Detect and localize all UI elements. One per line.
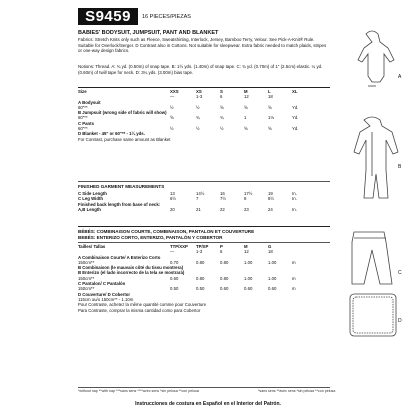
- measurement-label: C Leg Width: [78, 196, 104, 202]
- yardage-value: ¾: [220, 115, 224, 121]
- yardage-value: ⅝: [268, 104, 272, 110]
- row-label: A Bodysuit: [78, 99, 101, 105]
- measurement-value: 20: [170, 206, 175, 212]
- measurement-value: 16: [220, 191, 225, 196]
- metric-value: 1.00: [244, 259, 253, 265]
- row-label: 115cm ou/o 150cm** - 1.10m: [78, 296, 134, 302]
- row-label: 60"**: [78, 115, 88, 121]
- notions-text: Notions: Thread. A: ¾ yd. (0.50m) of snap tape. B: 1½ yds. (1.40m) of snap tape. C: ¾ yd. (0.70m) of 1" (2.5cm) elastic. ¼ yd. (0.60m) of twill tape for neck. D: 3¼ yds. (3.00m) bias tape.: [78, 64, 323, 75]
- measurement-value: 6½: [170, 196, 176, 202]
- yardage-value: 1⅛: [268, 115, 274, 121]
- size-column-header: P: [220, 244, 223, 249]
- metric-value: m: [292, 259, 296, 265]
- size-label: Tailles/ Tallas: [78, 244, 106, 249]
- illustration-label-b: B: [398, 164, 402, 170]
- metric-value: m: [292, 286, 296, 292]
- metric-value: 1.00: [268, 259, 277, 265]
- rule: [78, 387, 330, 388]
- yardage-value: ½: [170, 104, 174, 110]
- footnote-left: *without nap **with nap ***sans sens ****avec sens *sin pelusa **con pelusa: [78, 389, 199, 393]
- measurement-value: In.: [292, 206, 297, 212]
- yardage-value: 1: [244, 115, 247, 121]
- row-label: C Pantalon/ C Pantalón: [78, 281, 126, 287]
- metric-value: 1.00: [244, 275, 253, 281]
- row-label: D Couverture/ D Cobertor: [78, 291, 131, 297]
- size-column-header: XL: [292, 89, 298, 94]
- size-column-header: TTP/XXP: [170, 244, 188, 249]
- footnote-right: *sans sens **avec sens *sin pelusa **con pelusa: [258, 389, 336, 393]
- yardage-value: ½: [220, 126, 224, 132]
- size-column-header: XXS: [170, 89, 179, 94]
- measurements-table: [78, 191, 330, 212]
- size-column-header: M: [244, 89, 248, 94]
- pieces-count: 16 PIECES/PIEZAS: [142, 14, 191, 20]
- illustration-label-d: D: [398, 318, 402, 324]
- bodysuit-illustration: [358, 31, 394, 86]
- measurement-value: 7½: [220, 196, 226, 202]
- yardage-value: ½: [196, 126, 200, 132]
- illustration-label-a: A: [398, 74, 402, 80]
- measurement-value: 21: [196, 206, 201, 212]
- spanish-title: BEBÉS: ENTERIZO CORTO, ENTERIZO, PANTALÓN Y COBERTOR: [78, 235, 223, 240]
- yardage-value: ⅝: [268, 126, 272, 132]
- measurement-label: A,B Length: [78, 206, 101, 212]
- spanish-size-table: [78, 244, 330, 313]
- rule: [78, 226, 330, 227]
- measurement-label: C Side Length: [78, 191, 107, 196]
- jumpsuit-illustration: [354, 117, 398, 198]
- fabrics-text: Fabrics: Stretch Knits only such as Fleece, Sweatshirting, Interlock, Jersey, Bamboo Terry, Velour. See Pick-A-Knit® Rule. Suitable for Overlock/Serger. D Contrast also in Cottons. Not suitable for sleepwear. Extra fabric needed to match plaids, stripes or one-way design fabrics.: [78, 37, 327, 54]
- blanket-illustration: [350, 294, 396, 336]
- metric-value: 0.70: [170, 259, 179, 265]
- size-table: [78, 89, 330, 142]
- yardage-value: ½: [196, 104, 200, 110]
- size-range: 6: [220, 249, 223, 255]
- yardage-value: ½: [170, 126, 174, 132]
- measurement-label: Finished back length from base of neck:: [78, 201, 161, 207]
- size-range: 12: [244, 249, 249, 255]
- row-label: 150cm**: [78, 275, 95, 281]
- rule: [78, 181, 330, 182]
- size-column-header: G: [268, 244, 272, 249]
- size-table-row: [78, 308, 330, 313]
- metric-value: 0.60: [220, 286, 229, 292]
- french-title: BÉBÉS: COMBINAISON COURTE, COMBINAISON, PANTALON ET COUVERTURE: [78, 229, 255, 234]
- metric-value: 0.80: [220, 275, 229, 281]
- spanish-instructions-note: Instrucciones de costura en Español en el Interior del Patrón.: [135, 401, 281, 407]
- size-range: —: [170, 249, 175, 255]
- illustration-label-c: C: [398, 270, 402, 276]
- row-label: B Enterizo (el lado incorrecto de la tela se mostrará): [78, 270, 185, 276]
- measurement-value: In.: [292, 196, 297, 202]
- metric-value: 1.00: [268, 275, 277, 281]
- yardage-value: ⅝: [220, 104, 224, 110]
- measurement-value: 19: [268, 191, 273, 196]
- size-column-header: XS: [196, 89, 202, 94]
- measurement-value: 24: [268, 206, 273, 212]
- yardage-value: ⅝: [170, 115, 174, 121]
- row-label: 60"**: [78, 104, 88, 110]
- metric-value: 0.50: [170, 286, 179, 292]
- row-label: 60"**: [78, 126, 88, 132]
- size-column-header: TP/XP: [196, 244, 209, 249]
- size-range: —: [170, 94, 175, 100]
- row-label: Para Contraste, comprar la misma cantidad como para Cobertor: [78, 307, 201, 313]
- metric-value: 0.80: [220, 259, 229, 265]
- size-range: 12: [244, 94, 249, 100]
- metric-value: 0.60: [268, 286, 277, 292]
- row-label: 150cm**: [78, 286, 95, 292]
- size-range: 18: [268, 94, 273, 100]
- metric-value: 0.80: [196, 275, 205, 281]
- row-label: C Pants: [78, 120, 94, 126]
- size-column-header: L: [268, 89, 271, 94]
- size-column-header: M: [244, 244, 248, 249]
- measurement-value: 23: [244, 206, 249, 212]
- metric-value: 0.50: [196, 286, 205, 292]
- measurement-value: 14½: [196, 191, 205, 196]
- size-range: 6: [220, 94, 223, 100]
- measurement-value: 8: [244, 196, 247, 202]
- size-table-row: [78, 137, 330, 142]
- metric-value: 0.80: [196, 259, 205, 265]
- yardage-value: Yd.: [292, 126, 299, 132]
- yardage-value: Yd.: [292, 115, 299, 121]
- measurement-row: [78, 207, 330, 212]
- measurement-value: In.: [292, 191, 297, 196]
- measurement-value: 22: [220, 206, 225, 212]
- rule: [78, 242, 330, 243]
- pattern-title: BABIES' BODYSUIT, JUMPSUIT, PANT AND BLANKET: [78, 30, 219, 36]
- row-label: Pour Contraste, achetez la même quantité comme pour Couverture: [78, 302, 207, 308]
- pattern-number: S9459: [78, 8, 138, 25]
- measurements-heading: FINISHED GARMENT MEASUREMENTS: [78, 184, 165, 189]
- row-label: B Jumpsuit (wrong side of fabric will show): [78, 110, 167, 116]
- size-range: 18: [268, 249, 273, 255]
- row-label: D Blanket - 45" or 60"** - 1¼ yds.: [78, 131, 145, 137]
- metric-value: 0.60: [170, 275, 179, 281]
- size-range: 1-3: [196, 94, 203, 100]
- size-column-header: S: [220, 89, 223, 94]
- yardage-value: ¾: [196, 115, 200, 121]
- measurement-value: 8½: [268, 196, 274, 202]
- row-label: 150cm**: [78, 259, 95, 265]
- size-label: Size: [78, 89, 87, 94]
- yardage-value: ⅝: [244, 104, 248, 110]
- rule: [78, 87, 330, 88]
- pants-illustration: [352, 232, 392, 284]
- metric-value: 0.60: [244, 286, 253, 292]
- row-label: B Combinaison (le mauvais côté du tissu montrera): [78, 265, 184, 271]
- metric-value: m: [292, 275, 296, 281]
- measurement-value: 17½: [244, 191, 253, 196]
- row-label: A Combinaison Courte/ A Enterizo Corto: [78, 254, 161, 260]
- yardage-value: Yd.: [292, 104, 299, 110]
- measurement-value: 13: [170, 191, 175, 196]
- size-range: 1-3: [196, 249, 203, 255]
- row-label: For Contrast, purchase same amount as Blanket: [78, 136, 171, 142]
- measurement-value: 7: [196, 196, 199, 202]
- yardage-value: ⅝: [244, 126, 248, 132]
